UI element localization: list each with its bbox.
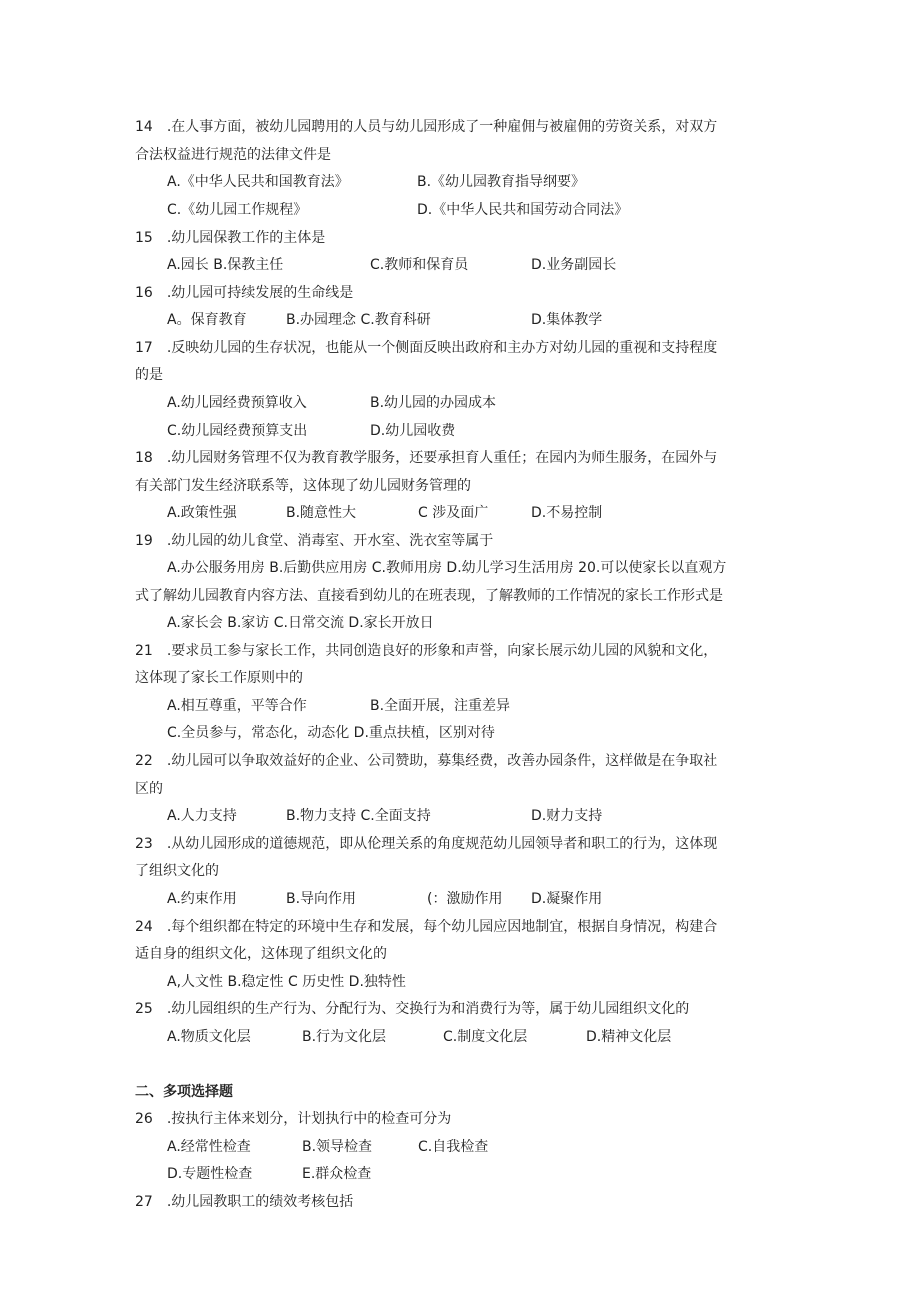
question-25-option-a: A.物质文化层 bbox=[167, 1029, 251, 1045]
question-14-stem-line1: 14 .在人事方面，被幼儿园聘用的人员与幼儿园形成了一种雇佣与被雇佣的劳资关系，对双方 bbox=[135, 119, 718, 135]
question-15-stem: 15 .幼儿园保教工作的主体是 bbox=[135, 230, 326, 246]
question-27-stem: 27 .幼儿园教职工的绩效考核包括 bbox=[135, 1194, 354, 1210]
question-26-option-b: B.领导检查 bbox=[302, 1139, 373, 1155]
question-23-option-c: (：激励作用 bbox=[427, 891, 503, 907]
question-26-option-c: C.自我检查 bbox=[418, 1139, 489, 1155]
question-18-option-a: A.政策性强 bbox=[167, 505, 237, 521]
question-18-stem-line1: 18 .幼儿园财务管理不仅为教育教学服务，还要承担育人重任；在园内为师生服务，在园外与 bbox=[135, 450, 718, 466]
question-21-stem-line1: 21 .要求员工参与家长工作，共同创造良好的形象和声誉，向家长展示幼儿园的风貌和文化， bbox=[135, 643, 718, 659]
question-26-option-d: D.专题性检查 bbox=[167, 1166, 253, 1182]
question-17-option-a: A.幼儿园经费预算收入 bbox=[167, 395, 307, 411]
question-16-option-bc: B.办园理念 C.教育科研 bbox=[286, 312, 431, 328]
question-21-option-b: B.全面开展，注重差异 bbox=[370, 698, 511, 714]
section-heading-multiple-choice: 二、多项选择题 bbox=[135, 1084, 233, 1100]
question-23-option-b: B.导向作用 bbox=[286, 891, 357, 907]
question-16-option-d: D.集体教学 bbox=[531, 312, 603, 328]
question-17-option-c: C.幼儿园经费预算支出 bbox=[167, 423, 308, 439]
question-21-option-a: A.相互尊重，平等合作 bbox=[167, 698, 307, 714]
question-18-stem-line2: 有关部门发生经济联系等，这体现了幼儿园财务管理的 bbox=[135, 478, 471, 494]
question-18-option-c: C 涉及面广 bbox=[418, 505, 489, 521]
question-24-stem-line1: 24 .每个组织都在特定的环境中生存和发展，每个幼儿园应因地制宜，根据自身情况，构建合 bbox=[135, 919, 718, 935]
question-14-option-d: D.《中华人民共和国劳动合同法》 bbox=[417, 202, 629, 218]
question-22-stem-line2: 区的 bbox=[135, 781, 163, 797]
question-15-option-d: D.业务副园长 bbox=[531, 257, 617, 273]
question-26-option-a: A.经常性检查 bbox=[167, 1139, 251, 1155]
question-16-option-a: A。保育教育 bbox=[167, 312, 247, 328]
question-22-option-d: D.财力支持 bbox=[531, 808, 603, 824]
question-26-stem: 26 .按执行主体来划分，计划执行中的检查可分为 bbox=[135, 1111, 452, 1127]
question-19-options: A.办公服务用房 B.后勤供应用房 C.教师用房 D.幼儿学习生活用房 20.可以使家长以直观方 bbox=[167, 560, 727, 576]
question-18-option-d: D.不易控制 bbox=[531, 505, 603, 521]
question-22-stem-line1: 22 .幼儿园可以争取效益好的企业、公司赞助，募集经费，改善办园条件，这样做是在争取社 bbox=[135, 753, 718, 769]
question-22-option-a: A.人力支持 bbox=[167, 808, 237, 824]
question-14-option-b: B.《幼儿园教育指导纲要》 bbox=[417, 174, 586, 190]
question-15-option-c: C.教师和保育员 bbox=[370, 257, 469, 273]
question-21-option-cd: C.全员参与，常态化，动态化 D.重点扶植，区别对待 bbox=[167, 725, 495, 741]
question-17-option-b: B.幼儿园的办园成本 bbox=[370, 395, 497, 411]
question-14-option-a: A.《中华人民共和国教育法》 bbox=[167, 174, 349, 190]
question-20-options: A.家长会 B.家访 C.日常交流 D.家长开放日 bbox=[167, 615, 434, 631]
question-14-stem-line2: 合法权益进行规范的法律文件是 bbox=[135, 147, 331, 163]
question-23-option-d: D.凝聚作用 bbox=[531, 891, 603, 907]
question-23-stem-line1: 23 .从幼儿园形成的道德规范，即从伦理关系的角度规范幼儿园领导者和职工的行为，这体现 bbox=[135, 836, 718, 852]
question-16-stem: 16 .幼儿园可持续发展的生命线是 bbox=[135, 285, 354, 301]
question-25-option-d: D.精神文化层 bbox=[586, 1029, 672, 1045]
question-20-stem-line2: 式了解幼儿园教育内容方法、直接看到幼儿的在班表现，了解教师的工作情况的家长工作形式是 bbox=[135, 588, 723, 604]
question-17-stem-line1: 17 .反映幼儿园的生存状况，也能从一个侧面反映出政府和主办方对幼儿园的重视和支持程度 bbox=[135, 340, 718, 356]
question-17-option-d: D.幼儿园收费 bbox=[370, 423, 456, 439]
question-23-option-a: A.约束作用 bbox=[167, 891, 237, 907]
question-19-stem: 19 .幼儿园的幼儿食堂、消毒室、开水室、洗衣室等属于 bbox=[135, 533, 494, 549]
question-25-option-b: B.行为文化层 bbox=[302, 1029, 387, 1045]
question-24-options: A,人文性 B.稳定性 C 历史性 D.独特性 bbox=[167, 974, 406, 990]
question-23-stem-line2: 了组织文化的 bbox=[135, 863, 219, 879]
question-25-stem: 25 .幼儿园组织的生产行为、分配行为、交换行为和消费行为等，属于幼儿园组织文化的 bbox=[135, 1001, 690, 1017]
question-17-stem-line2: 的是 bbox=[135, 367, 163, 383]
question-15-option-ab: A.园长 B.保教主任 bbox=[167, 257, 284, 273]
question-26-option-e: E.群众检查 bbox=[302, 1166, 372, 1182]
question-18-option-b: B.随意性大 bbox=[286, 505, 357, 521]
question-21-stem-line2: 这体现了家长工作原则中的 bbox=[135, 670, 303, 686]
question-14-option-c: C.《幼儿园工作规程》 bbox=[167, 202, 308, 218]
question-25-option-c: C.制度文化层 bbox=[443, 1029, 528, 1045]
question-24-stem-line2: 适自身的组织文化，这体现了组织文化的 bbox=[135, 946, 387, 962]
question-22-option-bc: B.物力支持 C.全面支持 bbox=[286, 808, 431, 824]
